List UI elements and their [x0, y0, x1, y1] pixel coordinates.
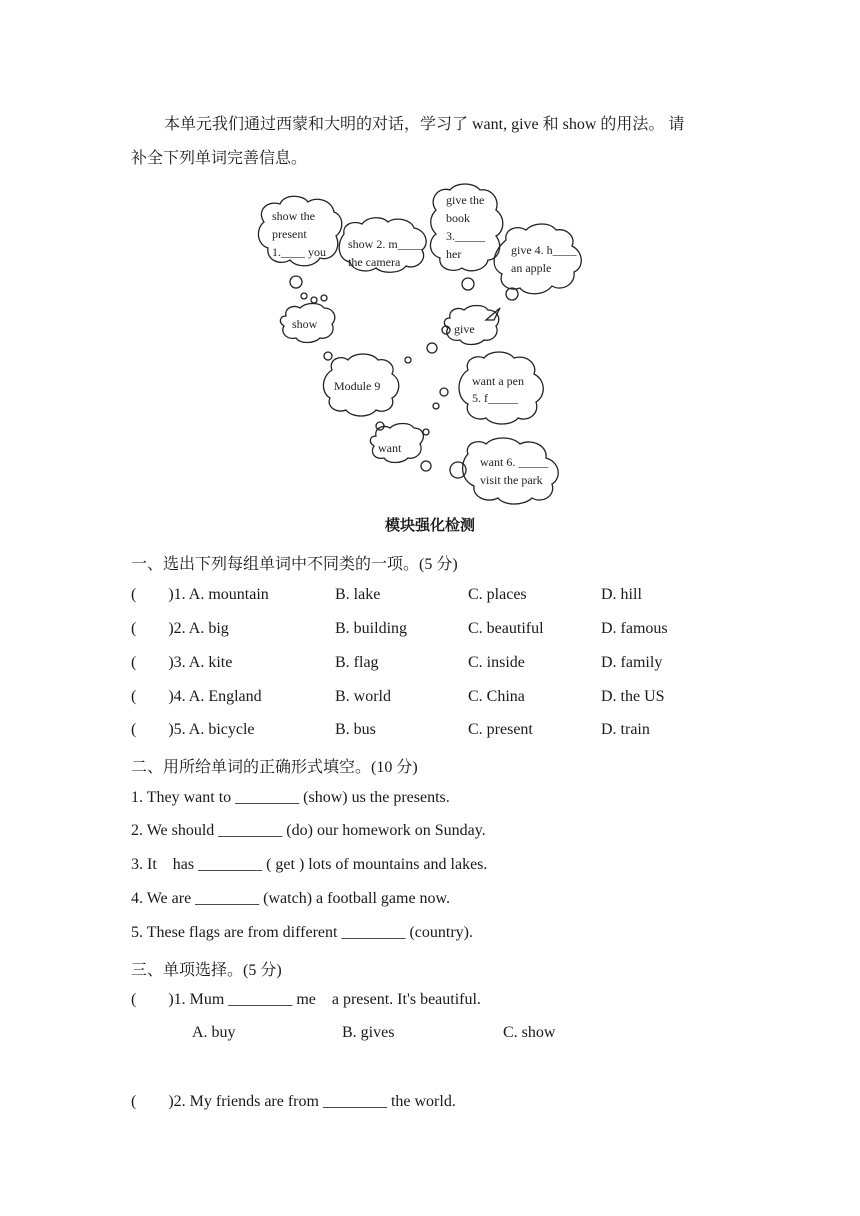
part2-item: 5. These flags are from different ________ (country).: [131, 924, 473, 941]
option-a: A. buy: [192, 1024, 236, 1041]
option-c: C. inside: [468, 654, 525, 671]
part1-item: [131, 586, 771, 608]
option-b: B. bus: [335, 721, 376, 738]
option-c: C. present: [468, 721, 533, 738]
cloud-text-give-apple-2: an apple: [511, 261, 552, 275]
item-stem: ( )3. A. kite: [131, 654, 233, 671]
option-c: C. show: [503, 1024, 556, 1041]
option-d: D. famous: [601, 620, 668, 637]
part2-item: 4. We are ________ (watch) a football game now.: [131, 890, 451, 907]
part1-heading: 一、选出下列每组单词中不同类的一项。(5 分): [131, 556, 458, 573]
cloud-text-show-camera-1: show 2. m____: [348, 237, 422, 251]
item-stem: ( )1. A. mountain: [131, 586, 269, 603]
part2-heading: 二、用所给单词的正确形式填空。(10 分): [131, 759, 418, 776]
intro-line-2: 补全下列单词完善信息。: [131, 150, 308, 167]
cloud-text-want-park-1: want 6. _____: [480, 455, 549, 469]
part3-heading: 三、单项选择。(5 分): [131, 962, 282, 979]
option-b: B. flag: [335, 654, 379, 671]
part1-item: [131, 688, 771, 710]
part3-question-2: ( )2. My friends are from ________ the world.: [131, 1093, 456, 1110]
cloud-text-give-small: give: [454, 322, 475, 336]
option-b: B. world: [335, 688, 391, 705]
option-d: D. family: [601, 654, 663, 671]
part2-item: 3. It has ________ ( get ) lots of mountains and lakes.: [131, 856, 488, 873]
cloud-text-show-present-2: present: [272, 227, 307, 241]
item-stem: ( )5. A. bicycle: [131, 721, 255, 738]
part2-item: 2. We should ________ (do) our homework on Sunday.: [131, 822, 486, 839]
option-d: D. hill: [601, 586, 642, 603]
option-b: B. building: [335, 620, 408, 637]
option-d: D. train: [601, 721, 650, 738]
cloud-text-give-book-3: 3._____: [446, 229, 485, 243]
cloud-give-apple: [494, 224, 581, 294]
part3-question-1: ( )1. Mum ________ me a present. It's beautiful.: [131, 991, 481, 1008]
option-c: C. China: [468, 688, 525, 705]
part3-q1-options: [131, 1024, 771, 1046]
cloud-text-give-book-4: her: [446, 247, 462, 261]
intro-paragraph: [131, 108, 741, 176]
intro-line-1: 本单元我们通过西蒙和大明的对话，学习了 want, give 和 show 的用法。 请: [164, 116, 685, 133]
cloud-text-show-camera-2: the camera: [348, 255, 401, 269]
part1-item: [131, 721, 771, 743]
part1-item: [131, 654, 771, 676]
option-c: C. beautiful: [468, 620, 544, 637]
cloud-text-want-pen-2: 5. f_____: [472, 391, 518, 405]
cloud-text-give-apple-1: give 4. h____: [511, 243, 577, 257]
cloud-text-show-present-1: show the: [272, 209, 315, 223]
item-stem: ( )4. A. England: [131, 688, 262, 705]
option-b: B. gives: [342, 1024, 395, 1041]
section-title: 模块强化检测: [384, 516, 475, 534]
option-c: C. places: [468, 586, 527, 603]
mind-map-diagram: [250, 180, 610, 510]
cloud-text-module-9: Module 9: [334, 379, 381, 393]
cloud-want-pen: [459, 352, 543, 424]
part1-item: [131, 620, 771, 642]
cloud-text-show-small: show: [292, 317, 318, 331]
option-d: D. the US: [601, 688, 665, 705]
part2-item: 1. They want to ________ (show) us the presents.: [131, 789, 450, 806]
option-b: B. lake: [335, 586, 381, 603]
cloud-want-park: [463, 438, 559, 504]
cloud-text-want-park-2: visit the park: [480, 473, 543, 487]
item-stem: ( )2. A. big: [131, 620, 229, 637]
cloud-text-give-book-2: book: [446, 211, 470, 225]
cloud-text-show-present-3: 1.____ you: [272, 245, 326, 259]
cloud-text-give-book-1: give the: [446, 193, 485, 207]
cloud-text-want-pen-1: want a pen: [472, 374, 524, 388]
cloud-text-want-small: want: [378, 441, 402, 455]
